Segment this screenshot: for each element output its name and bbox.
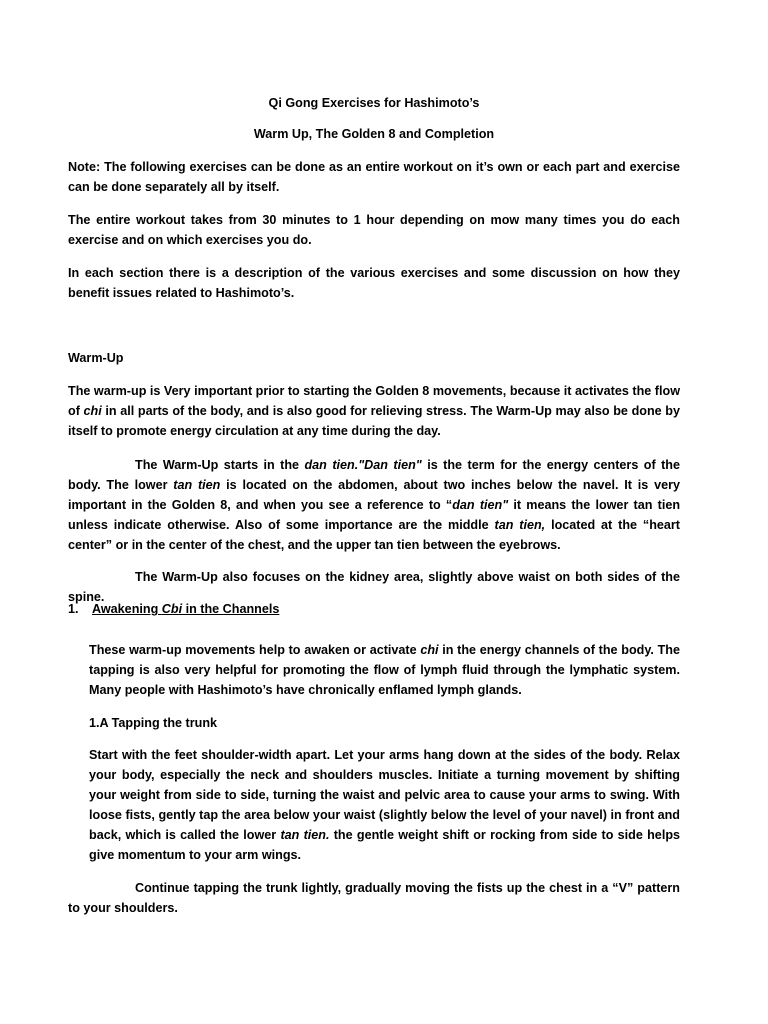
section-1-number: 1. <box>68 602 79 616</box>
warmup-heading: Warm-Up <box>68 351 124 365</box>
duration-paragraph: The entire workout takes from 30 minutes to 1 hour depending on mow many times you do each exercise and on which exercises you do. <box>68 213 680 247</box>
section-1-paragraph-1: These warm-up movements help to awaken or activate chi in the energy channels of the body. The tapping is also very helpful for promoting the flow of lymph fluid through the lymphatic system. Many people with Hashimoto’s have chronically enflamed lymph glands. <box>89 643 680 697</box>
subsection-1a-paragraph-2: Continue tapping the trunk lightly, gradually moving the fists up the chest in a “V” pattern to your shoulders. <box>68 881 680 915</box>
warmup-paragraph-1: The warm-up is Very important prior to starting the Golden 8 movements, because it activates the flow of chi in all parts of the body, and is also good for relieving stress. The Warm-Up may also be done by itself to promote energy circulation at any time during the day. <box>68 384 680 438</box>
document-title: Qi Gong Exercises for Hashimoto’s <box>268 96 480 110</box>
section-1-title: Awakening Cbi in the Channels <box>92 602 280 616</box>
note-paragraph: Note: The following exercises can be done as an entire workout on it’s own or each part and exercise can be done separately all by itself. <box>68 160 680 194</box>
subsection-1a-heading: 1.A Tapping the trunk <box>89 716 218 730</box>
document-subtitle: Warm Up, The Golden 8 and Completion <box>253 127 495 141</box>
section-1-heading <box>68 599 279 619</box>
sections-paragraph: In each section there is a description of the various exercises and some discussion on how they benefit issues related to Hashimoto’s. <box>68 266 680 300</box>
warmup-paragraph-2: The Warm-Up starts in the dan tien."Dan tien" is the term for the energy centers of the body. The lower tan tien is located on the abdomen, about two inches below the navel. It is very important in the Golden 8, and when you see a reference to “dan tien" it means the lower tan tien unless indicate otherwise. Also of some importance are the middle tan tien, located at the “heart center” or in the center of the chest, and the upper tan tien between the eyebrows. <box>68 458 681 552</box>
warmup-paragraph-3: The Warm-Up also focuses on the kidney area, slightly above waist on both sides of the spine. <box>68 570 680 604</box>
subsection-1a-paragraph: Start with the feet shoulder-width apart. Let your arms hang down at the sides of the body. Relax your body, especially the neck and shoulders muscles. Initiate a turning movement by shifting your weight from side to side, turning the waist and pelvic area to cause your arms to swing. With loose fists, gently tap the area below your waist (slightly below the level of your navel) in front and back, which is called the lower tan tien. the gentle weight shift or rocking from side to side helps give momentum to your arm wings. <box>89 748 681 862</box>
